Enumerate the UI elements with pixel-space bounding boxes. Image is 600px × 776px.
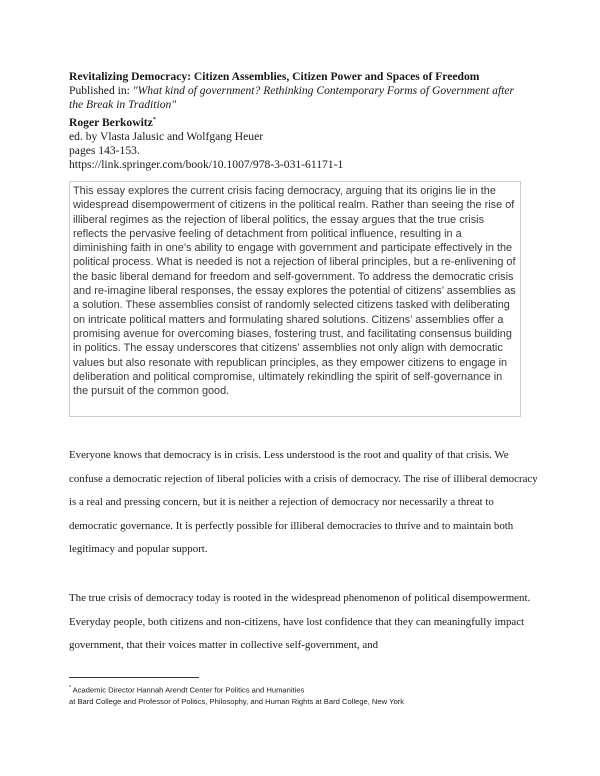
published-source-continued: the Break in Tradition" [69, 98, 177, 112]
footnote-divider [69, 677, 199, 678]
body-paragraph-2: The true crisis of democracy today is rooted in the widespread phenomenon of political disempowerment. Everyday people, both citizens and non-citizens, have lost confidence that they can meaningfully impact government, that their voices matter in collective self-government, and [69, 592, 531, 651]
abstract-text: This essay explores the current crisis facing democracy, arguing that its origins lie in the widespread disempowerment of citizens in the political realm. Rather than seeing the rise of illiberal regimes as the rejection of liberal politics, the essay argues that the true crisis reflects the pervasive feeling of detachment from political influence, resulting in a diminishing faith in one’s ability to engage with government and participate effectively in the political process. What is needed is not a rejection of liberal principles, but a re-enlivening of the basic liberal demand for freedom and self-government. To address the democratic crisis and re-imagine liberal responses, the essay explores the potential of citizens’ assemblies as a solution. These assemblies consist of randomly selected citizens tasked with deliberating on intricate political matters and formulating shared solutions. Citizens’ assemblies offer a promising avenue for overcoming biases, fostering trust, and facilitating consensus building in politics. The essay underscores that citizens’ assemblies not only align with democratic values but also resonate with republican principles, as they empower citizens to engage in deliberation and political compromise, ultimately rekindling the spirit of self-governance in the pursuit of the common good. [73, 185, 516, 398]
editors-line: ed. by Vlasta Jalusic and Wolfgang Heuer [69, 129, 264, 143]
pages-line: pages 143-153. [69, 143, 140, 157]
footnote-line-2: at Bard College and Professor of Politics, Philosophy, and Human Rights at Bard College, New York [69, 697, 405, 707]
footnote [69, 683, 539, 708]
author-line [69, 113, 539, 130]
published-source: "What kind of government? Rethinking Contemporary Forms of Government after [132, 84, 515, 98]
author-footnote-marker: * [152, 116, 156, 123]
citation-header [69, 70, 539, 172]
abstract-box [69, 181, 521, 417]
footnote-text-1: Academic Director Hannah Arendt Center for Politics and Humanities [70, 685, 305, 695]
source-url[interactable]: https://link.springer.com/book/10.1007/978-3-031-61171-1 [69, 158, 344, 172]
footnote-line-1 [69, 683, 539, 696]
body-paragraph-1: Everyone knows that democracy is in crisis. Less understood is the root and quality of that crisis. We confuse a democratic rejection of liberal policies with a crisis of democracy. The rise of illiberal democracy is a real and pressing concern, but it is neither a rejection of democracy nor necessarily a threat to democratic governance. It is perfectly possible for illiberal democracies to thrive and to maintain both legitimacy and popular support. [69, 449, 538, 555]
published-prefix: Published in: [69, 84, 133, 98]
published-in-line [69, 84, 539, 98]
author-name: Roger Berkowitz [69, 115, 153, 129]
paper-title: Revitalizing Democracy: Citizen Assemblies, Citizen Power and Spaces of Freedom [69, 70, 480, 83]
footnote-marker: * [69, 685, 71, 691]
